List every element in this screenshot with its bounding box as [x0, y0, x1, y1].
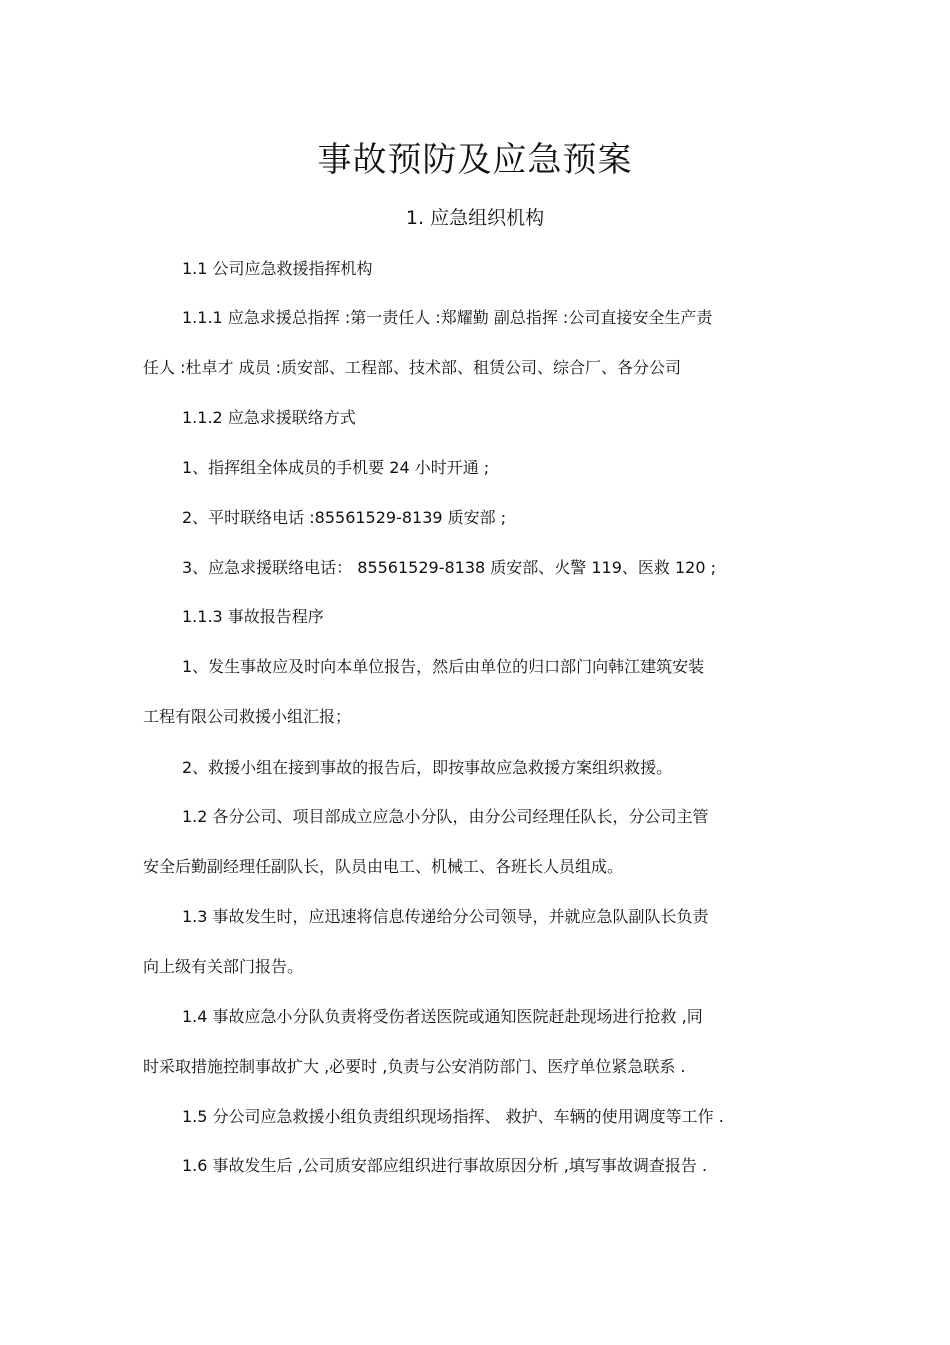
section-heading: 1. 应急组织机构: [405, 207, 545, 229]
paragraph-line: 2、平时联络电话 :85561529-8139 质安部 ;: [182, 508, 507, 527]
paragraph-line: 安全后勤副经理任副队长，队员由电工、机械工、各班长人员组成。: [143, 857, 624, 876]
paragraph-line: 1.5 分公司应急救援小组负责组织现场指挥、 救护、车辆的使用调度等工作 .: [182, 1107, 724, 1126]
paragraph-line: 1.1 公司应急救援指挥机构: [182, 259, 373, 278]
paragraph-line: 1.2 各分公司、项目部成立应急小分队，由分公司经理任队长，分公司主管: [182, 807, 709, 826]
paragraph-line: 1.1.1 应急求援总指挥 :第一责任人 :郑耀勤 副总指挥 :公司直接安全生产责: [182, 308, 713, 327]
paragraph-line: 3、应急求援联络电话： 85561529-8138 质安部、火警 119、医救 120 ;: [182, 558, 717, 577]
paragraph-line: 任人 :杜卓才 成员 :质安部、工程部、技术部、租赁公司、综合厂、各分公司: [143, 358, 682, 377]
paragraph-line: 1.4 事故应急小分队负责将受伤者送医院或通知医院赶赴现场进行抢救 ,同: [182, 1007, 703, 1026]
paragraph-line: 工程有限公司救援小组汇报；: [143, 707, 352, 726]
paragraph-line: 向上级有关部门报告。: [143, 957, 304, 976]
paragraph-line: 1、发生事故应及时向本单位报告，然后由单位的归口部门向韩江建筑安装: [182, 657, 705, 676]
document-title: 事故预防及应急预案: [317, 140, 633, 180]
paragraph-line: 1、指挥组全体成员的手机要 24 小时开通 ;: [182, 458, 490, 477]
paragraph-line: 1.6 事故发生后 ,公司质安部应组织进行事故原因分析 ,填写事故调查报告 .: [182, 1156, 708, 1175]
paragraph-line: 时采取措施控制事故扩大 ,必要时 ,负责与公安消防部门、医疗单位紧急联系 .: [143, 1057, 686, 1076]
paragraph-line: 1.1.2 应急求援联络方式: [182, 408, 356, 427]
paragraph-line: 1.1.3 事故报告程序: [182, 607, 324, 626]
paragraph-line: 2、救援小组在接到事故的报告后，即按事故应急救援方案组织救援。: [182, 758, 673, 777]
paragraph-line: 1.3 事故发生时，应迅速将信息传递给分公司领导，并就应急队副队长负责: [182, 907, 709, 926]
